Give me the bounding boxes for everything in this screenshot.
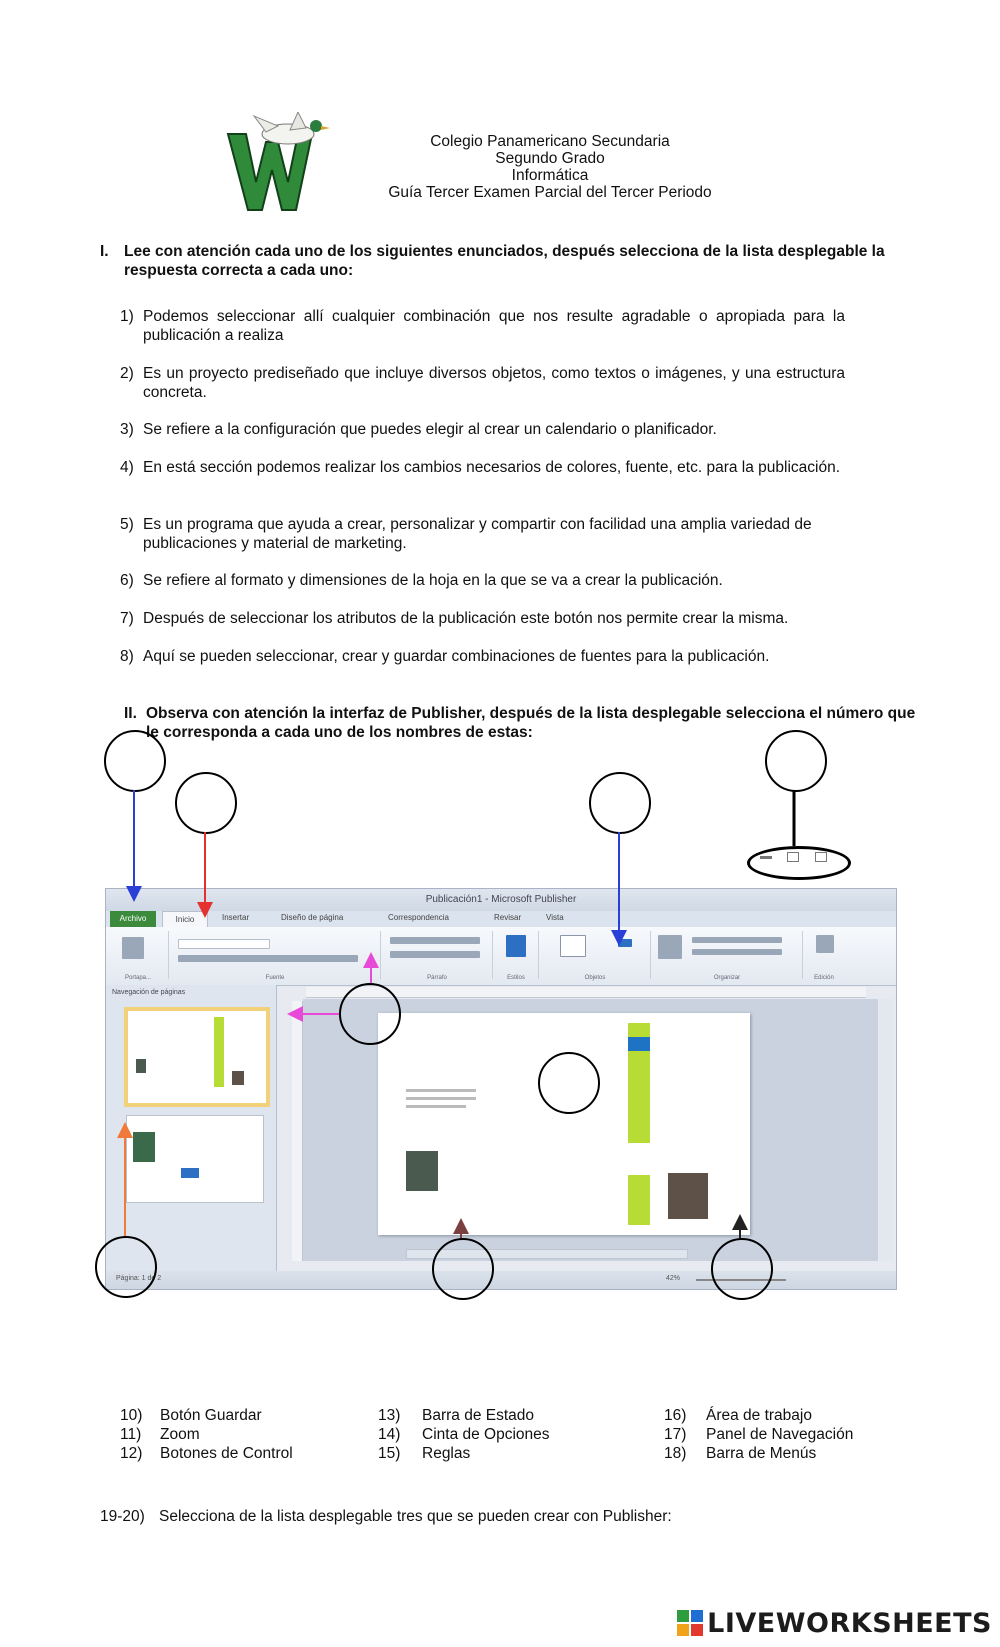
option-number: 13) — [378, 1407, 401, 1424]
ribbon-group-label: Estilos — [507, 975, 525, 981]
tab-vista[interactable]: Vista — [546, 913, 564, 922]
status-page-indicator: Página: 1 de 2 — [116, 1275, 162, 1282]
question-text: Es un programa que ayuda a crear, personalizar y compartir con facilidad una amplia variedad de publicaciones y material de marketing. — [143, 516, 812, 552]
question-7 — [120, 609, 845, 628]
question-4 — [120, 458, 845, 477]
ribbon-group-label: Objetos — [584, 975, 606, 981]
option-number: 16) — [664, 1407, 687, 1424]
liveworksheets-icon — [677, 1610, 703, 1636]
ribbon-group-label: Edición — [814, 975, 834, 981]
question-number: 19-20) — [100, 1508, 145, 1525]
section-2-instruction: Observa con atención la interfaz de Publisher, después de la lista desplegable selecciona el número que le corresponda a cada uno de los nombres de estas: — [146, 705, 916, 741]
tab-correspondencia[interactable]: Correspondencia — [388, 913, 449, 922]
window-title: Publicación1 - Microsoft Publisher — [106, 889, 896, 911]
tab-revisar[interactable]: Revisar — [494, 913, 522, 922]
option-number: 14) — [378, 1426, 401, 1443]
question-text: Podemos seleccionar allí cualquier combinación que nos resulte agradable o apropiada para la publicación a realiza — [143, 308, 845, 344]
tab-insertar[interactable]: Insertar — [222, 913, 250, 922]
section-2-number: II. — [124, 705, 137, 722]
question-text: En está sección podemos realizar los cambios necesarios de colores, fuente, etc. para la publicación. — [143, 459, 841, 476]
question-5 — [120, 515, 835, 553]
option-number: 15) — [378, 1445, 401, 1462]
ribbon-group-label: Portapa... — [124, 975, 151, 981]
question-2 — [120, 364, 845, 402]
option-text: Botones de Control — [160, 1445, 293, 1462]
question-number: 4) — [120, 459, 134, 476]
grade-label: Segundo Grado — [495, 150, 605, 167]
liveworksheets-text: LIVEWORKSHEETS — [707, 1607, 992, 1639]
school-name: Colegio Panamericano Secundaria — [430, 133, 670, 150]
option-number: 18) — [664, 1445, 687, 1462]
question-text: Se refiere a la configuración que puedes elegir al crear un calendario o planificador. — [143, 421, 717, 438]
option-text: Barra de Estado — [422, 1407, 535, 1424]
option-text: Reglas — [422, 1445, 471, 1462]
option-number: 10) — [120, 1407, 143, 1424]
ribbon-group-label: Fuente — [265, 975, 285, 981]
question-8 — [120, 647, 845, 666]
question-1 — [120, 307, 845, 345]
option-text: Zoom — [160, 1426, 200, 1443]
tab-inicio[interactable]: Inicio — [162, 911, 208, 928]
option-text: Barra de Menús — [706, 1445, 817, 1462]
ribbon-group-label: Organizar — [713, 975, 741, 981]
publisher-interface-diagram — [95, 760, 905, 1380]
option-text: Botón Guardar — [160, 1407, 262, 1424]
section-1-number: I. — [100, 243, 109, 260]
exam-title: Guía Tercer Examen Parcial del Tercer Periodo — [388, 184, 712, 201]
question-6 — [120, 571, 845, 590]
question-number: 1) — [120, 308, 134, 325]
tab-diseno[interactable]: Diseño de página — [281, 913, 344, 922]
option-number: 12) — [120, 1445, 143, 1462]
option-text: Área de trabajo — [706, 1407, 812, 1424]
section-1-instruction: Lee con atención cada uno de los siguientes enunciados, después selecciona de la lista desplegable la respuesta correcta a cada uno: — [124, 243, 885, 279]
diagram-arrows — [95, 760, 905, 1380]
subject-label: Informática — [511, 167, 589, 184]
question-number: 6) — [120, 572, 134, 589]
navigation-pane-title: Navegación de páginas — [112, 989, 186, 996]
question-number: 7) — [120, 610, 134, 627]
question-text: Aquí se pueden seleccionar, crear y guardar combinaciones de fuentes para la publicación. — [143, 648, 770, 665]
ribbon-group-label: Párrafo — [427, 975, 447, 981]
option-number: 11) — [120, 1426, 142, 1443]
option-text: Cinta de Opciones — [422, 1426, 550, 1443]
question-text: Después de seleccionar los atributos de la publicación este botón nos permite crear la misma. — [143, 610, 789, 627]
question-number: 5) — [120, 516, 134, 533]
tab-archivo[interactable]: Archivo — [110, 911, 156, 927]
question-3 — [120, 420, 845, 439]
option-text: Panel de Navegación — [706, 1426, 854, 1443]
option-number: 17) — [664, 1426, 687, 1443]
question-number: 8) — [120, 648, 134, 665]
question-text: Selecciona de la lista desplegable tres que se pueden crear con Publisher: — [159, 1508, 672, 1525]
question-text: Es un proyecto prediseñado que incluye diversos objetos, como textos o imágenes, y una estructura concreta. — [143, 365, 845, 401]
question-number: 3) — [120, 421, 134, 438]
question-text: Se refiere al formato y dimensiones de la hoja en la que se va a crear la publicación. — [143, 572, 723, 589]
question-number: 2) — [120, 365, 134, 382]
liveworksheets-logo — [677, 1607, 992, 1639]
zoom-level[interactable]: 42% — [666, 1275, 681, 1282]
